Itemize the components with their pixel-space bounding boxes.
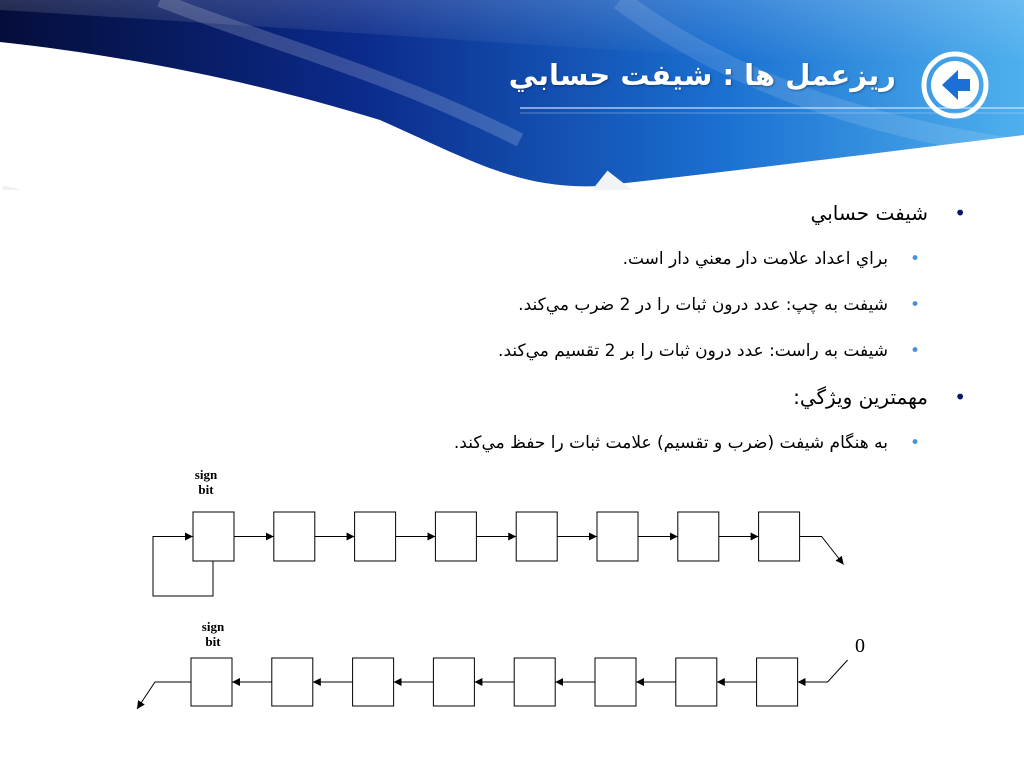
register-cell <box>757 658 798 706</box>
bullet-item <box>296 238 936 284</box>
register-cell <box>759 512 800 561</box>
register-cell <box>435 512 476 561</box>
register-cell <box>678 512 719 561</box>
register-cell <box>191 658 232 706</box>
header-banner <box>0 0 1024 190</box>
back-arrow-icon <box>920 50 990 120</box>
bullet-text: شيفت به چپ: عدد درون ثبات را در 2 ضرب مي‌كند. <box>518 295 888 315</box>
bullet-item <box>296 192 966 238</box>
shift-out-arrow <box>137 682 191 709</box>
bullet-item <box>296 376 966 422</box>
bullet-item <box>296 330 936 376</box>
bullet-text: مهمترين ويژگي: <box>793 385 928 409</box>
sign-bit-label: sign <box>194 467 218 482</box>
back-button[interactable] <box>920 50 990 120</box>
arithmetic-left-shift-register <box>137 619 865 709</box>
register-cell <box>597 512 638 561</box>
register-cell <box>355 512 396 561</box>
bullet-text: شيفت حسابي <box>810 201 928 225</box>
bullet-item <box>296 284 936 330</box>
bullet-dot: • <box>909 433 920 453</box>
slide-title: ريزعمل ها : شيفت حسابي <box>508 58 896 92</box>
bullet-dot: • <box>909 341 920 361</box>
bullet-dot: • <box>909 295 920 315</box>
register-cell <box>353 658 394 706</box>
register-cell <box>274 512 315 561</box>
register-cell <box>433 658 474 706</box>
register-cell <box>514 658 555 706</box>
shift-out-arrow <box>800 537 844 565</box>
bullet-text: براي اعداد علامت دار معني دار است. <box>622 249 888 269</box>
register-cell <box>272 658 313 706</box>
register-cell <box>193 512 234 561</box>
zero-fill-input: 0 <box>855 635 865 657</box>
arithmetic-right-shift-register <box>153 467 844 596</box>
bullet-text: شيفت به راست: عدد درون ثبات را بر 2 تقسيم مي‌كند. <box>498 341 888 361</box>
bullet-dot: • <box>954 385 966 409</box>
sign-bit-label: sign <box>201 619 225 634</box>
register-cell <box>595 658 636 706</box>
bullet-text: به هنگام شيفت (ضرب و تقسيم) علامت ثبات را حفظ مي‌كند. <box>453 433 888 453</box>
sign-bit-label: bit <box>205 634 221 649</box>
register-cell <box>516 512 557 561</box>
bullet-dot: • <box>954 201 966 225</box>
register-cell <box>676 658 717 706</box>
shift-register-diagram <box>0 455 1024 768</box>
bullet-dot: • <box>909 249 920 269</box>
zero-in-arrow <box>798 660 848 682</box>
bullet-list <box>296 192 966 468</box>
sign-bit-label: bit <box>198 482 214 497</box>
